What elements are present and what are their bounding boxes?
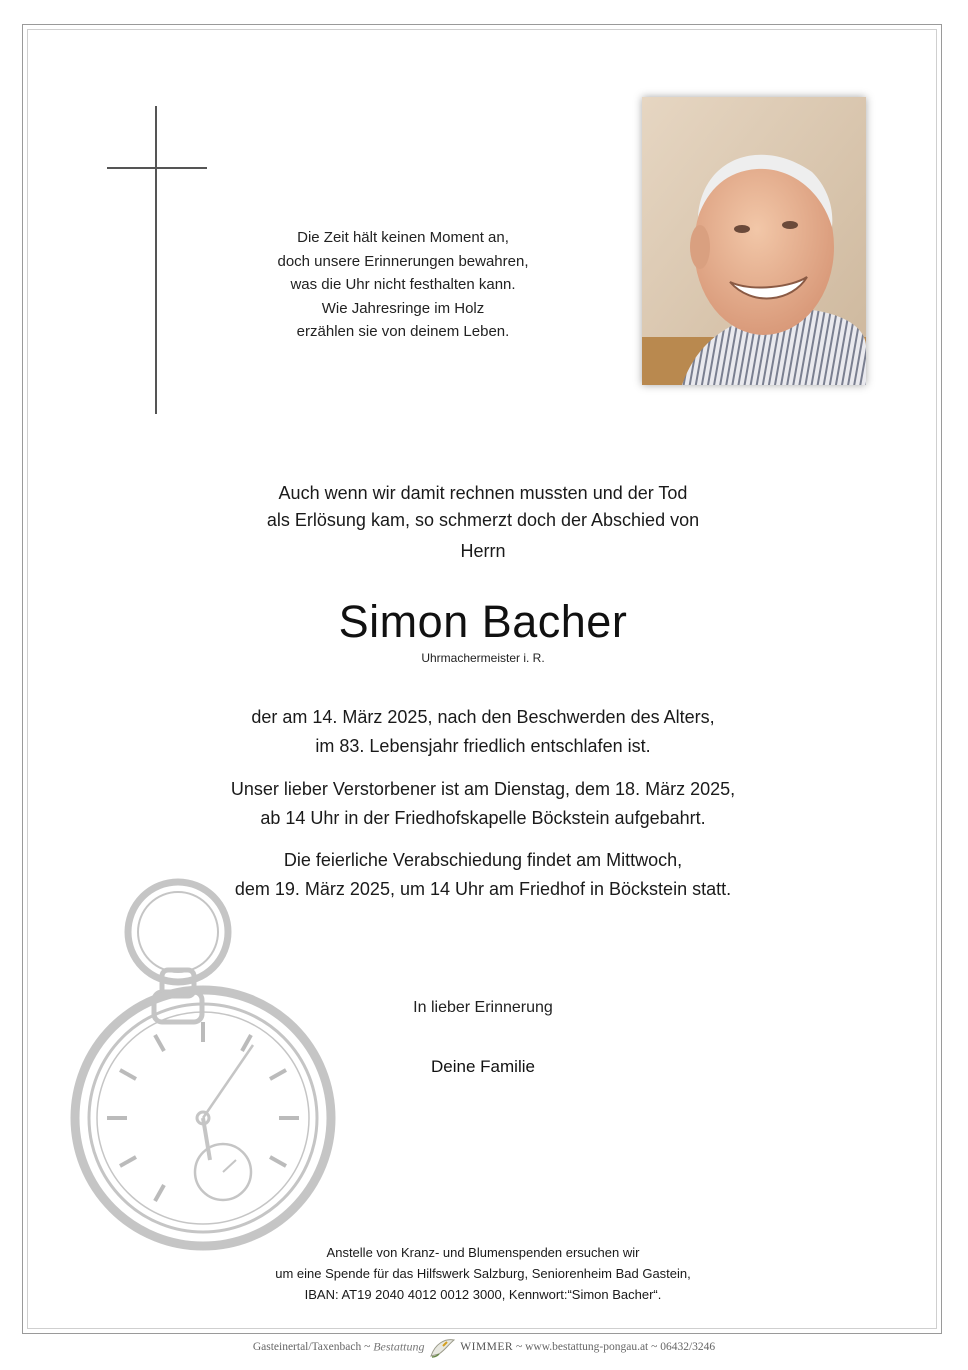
deceased-title: Uhrmachermeister i. R. <box>421 651 545 665</box>
donation-line: Anstelle von Kranz- und Blumenspenden ersuchen wir <box>326 1245 640 1260</box>
viewing-line: ab 14 Uhr in der Friedhofskapelle Böckstein aufgebahrt. <box>260 808 706 828</box>
donation-line: um eine Spende für das Hilfswerk Salzburg, Seniorenheim Bad Gastein, <box>275 1266 691 1281</box>
viewing-line: Unser lieber Verstorbener ist am Dienstag, dem 18. März 2025, <box>230 779 736 799</box>
poem <box>238 226 568 344</box>
footer-contact: ~ www.bestattung-pongau.at ~ 06432/3246 <box>515 1341 716 1353</box>
footer-location: Gasteinertal/Taxenbach ~ <box>252 1341 371 1353</box>
death-notice <box>143 703 823 761</box>
farewell-line: dem 19. März 2025, um 14 Uhr am Friedhof in Böckstein statt. <box>234 879 732 899</box>
intro-line: Auch wenn wir damit rechnen mussten und der Tod <box>278 483 688 503</box>
poem-line: Wie Jahresringe im Holz <box>321 299 485 317</box>
donation-line: IBAN: AT19 2040 4012 0012 3000, Kennwort:“Simon Bacher“. <box>304 1287 662 1302</box>
portrait-photo <box>642 97 866 385</box>
salutation: Herrn <box>460 541 506 561</box>
pocket-watch-icon <box>58 870 358 1260</box>
cross-vertical-bar <box>155 106 157 414</box>
farewell-line: Die feierliche Verabschiedung findet am Mittwoch, <box>283 850 683 870</box>
logo-script-text: Bestattung <box>373 1339 425 1354</box>
poem-line: erzählen sie von deinem Leben. <box>296 323 510 340</box>
cross-horizontal-bar <box>107 167 207 169</box>
poem-line: Die Zeit hält keinen Moment an, <box>297 229 509 246</box>
death-notice-line: der am 14. März 2025, nach den Beschwerden des Alters, <box>251 707 715 727</box>
deceased-name: Simon Bacher <box>338 596 628 647</box>
memory-line: In lieber Erinnerung <box>413 999 553 1016</box>
death-notice-line: im 83. Lebensjahr friedlich entschlafen ist. <box>315 736 651 756</box>
intro-text <box>183 480 783 534</box>
donation-request <box>183 1242 783 1305</box>
logo-caps-text: WIMMER <box>460 1341 514 1353</box>
calla-lily-icon <box>427 1336 457 1358</box>
poem-line: was die Uhr nicht festhalten kann. <box>290 276 516 293</box>
footer <box>0 1336 968 1358</box>
family-signature: Deine Familie <box>431 1057 535 1076</box>
poem-line: doch unsere Erinnerungen bewahren, <box>277 252 529 270</box>
viewing-notice <box>143 775 823 833</box>
intro-line: als Erlösung kam, so schmerzt doch der Abschied von <box>266 510 700 530</box>
